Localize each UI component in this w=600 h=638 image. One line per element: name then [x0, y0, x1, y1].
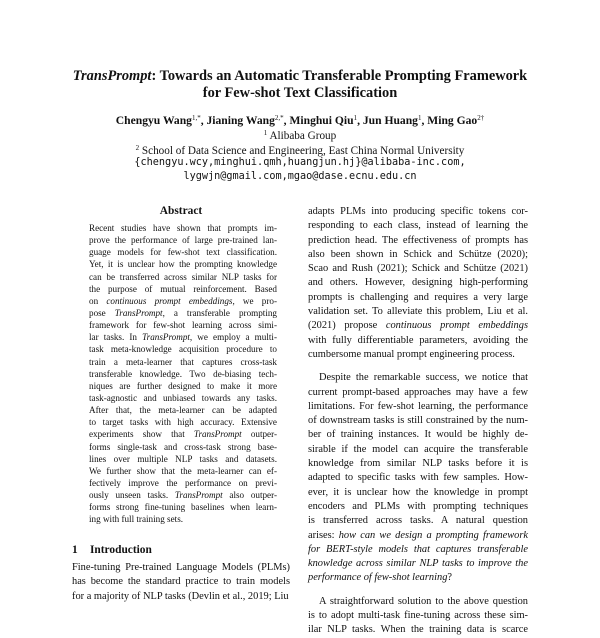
abstract-line: to target tasks with high accuracy. Extensive: [89, 417, 277, 428]
author-affiliation-marker: 1: [417, 114, 422, 122]
body-text-line: encoders and PLMs with prompting techniques: [308, 500, 528, 512]
body-text-line: responding to each class, instead of learning the: [308, 220, 528, 232]
abstract-line: transferable knowledge. Two de-biasing tech-: [89, 368, 277, 379]
abstract-line: the purpose of mutual reinforcement. Based: [89, 283, 277, 294]
body-text-line: prediction head. The effectiveness of prompts has: [308, 234, 528, 246]
title-line1-rest: : Towards an Automatic Transferable Prompting Framework: [151, 68, 528, 84]
introduction-heading: [72, 544, 152, 556]
abstract-line: We further show that the meta-learner can ef-: [89, 465, 277, 476]
abstract-line: niques are further designed to make it more: [89, 380, 277, 391]
author-name: Chengyu Wang: [115, 114, 192, 127]
abstract-line: prove the performance of large pre-trained lan-: [89, 235, 277, 246]
abstract-line: forms strong fine-tuning baselines when learn-: [89, 502, 277, 513]
body-text-line: Scao and Rush (2021); Schick and Schütze (2021): [308, 263, 528, 275]
email-line-2: lygwjn@gmail.com,mgao@dase.ecnu.edu.cn: [183, 171, 417, 182]
section-title: Introduction: [90, 544, 152, 556]
abstract-line: forms single-task and cross-task strong base-: [89, 441, 277, 452]
body-text-line: of downstream tasks is still constrained by the num-: [308, 415, 528, 427]
body-text-line: cumbersome manual prompt engineering process.: [308, 348, 515, 360]
email-line-1: {chengyu.wcy,minghui.qmh,huangjun.hj}@alibaba-inc.com,: [134, 157, 466, 168]
author-affiliation-marker: 2,*: [274, 114, 284, 122]
body-text-line: (2021) propose continuous prompt embeddings: [308, 320, 528, 332]
author-name: Minghui Qiu: [289, 114, 354, 127]
body-text-line: knowledge from similar NLP tasks before it is: [308, 458, 528, 470]
abstract-body: [89, 222, 277, 526]
abstract-line: Yet, it is unclear how the prompting knowledge: [89, 259, 277, 270]
body-text-line: Despite the remarkable success, we notice that: [319, 372, 528, 384]
title-system-name: TransPrompt: [72, 68, 152, 84]
abstract-line: pose TransPrompt, a transferable prompting: [89, 307, 277, 318]
author-affiliation-marker: 2†: [477, 114, 485, 122]
abstract-line: Recent studies have shown that prompts im-: [89, 223, 277, 233]
author-name: Jun Huang: [362, 114, 418, 127]
body-text-line: ilar NLP tasks. When the training data is scarce: [308, 624, 528, 636]
body-text-line: A straightforward solution to the above question: [319, 595, 528, 607]
abstract-line: ing with full training sets.: [89, 514, 184, 525]
body-text-line: validation set. To alleviate this problem, Liu et al.: [308, 306, 528, 318]
body-text-line: sirable if the model can acquire the transferable: [308, 443, 528, 455]
body-text-line: is to adopt multi-task fine-tuning across these sim-: [308, 610, 528, 622]
abstract-line: task meta-knowledge acquisition procedure to: [89, 344, 277, 355]
body-text-line: is transferred across tasks. A natural question: [308, 515, 528, 527]
abstract-line: experiments show that TransPrompt outper-: [89, 429, 277, 440]
body-text-line: limitations. For few-shot learning, the performance: [308, 400, 528, 412]
paper-title: [40, 68, 560, 102]
author-list: Chengyu Wang$^{1,*}$, Jianing Wang$^{2,*}$, Minghui Qiu$^1$, Jun Huang$^1$, Ming Gao$^{2\dagger}$: [115, 114, 485, 127]
author-name: Ming Gao: [427, 114, 478, 127]
body-text-line: for BERT-style models that captures transferable: [308, 543, 528, 555]
body-text-line: adapts PLMs into producing specific tokens cor-: [308, 206, 528, 217]
abstract-line: After that, the meta-learner can be adapted: [89, 405, 277, 416]
abstract-line: can be transferred across similar NLP tasks for: [89, 271, 277, 282]
body-text-line: ever, it is unclear how the knowledge in prompt: [308, 486, 528, 498]
introduction-body: [72, 561, 290, 604]
introduction-line: for a majority of NLP tasks (Devlin et al., 2019; Liu: [72, 590, 289, 602]
right-column-body: [308, 205, 528, 638]
abstract-line: ously unseen tasks. TransPrompt also outper-: [89, 490, 277, 501]
affiliation-2-marker: 2: [135, 144, 140, 152]
abstract-line: train a meta-learner that captures cross-task: [89, 356, 277, 367]
body-text-line: and others. However, designing high-performing: [308, 277, 528, 289]
body-text-line: knowledge across similar NLP tasks to improve the: [308, 558, 528, 570]
body-text-line: arises: how can we design a prompting framework: [308, 529, 528, 541]
affiliation-2-name: School of Data Science and Engineering, East China Normal University: [141, 145, 465, 157]
abstract-line: guage models for few-shot text classification.: [89, 247, 277, 258]
introduction-line: has become the standard practice to train models: [72, 576, 290, 588]
title-line2: for Few-shot Text Classification: [202, 85, 398, 101]
abstract-line: on continuous prompt embeddings, we pro-: [89, 295, 277, 306]
abstract-line: lines over multiple NLP tasks and datasets.: [89, 453, 277, 464]
body-text-line: prompts is challenging and requires a very large: [308, 291, 528, 303]
abstract-line: lar tasks. In TransPrompt, we employ a multi-: [89, 332, 277, 343]
body-text-line: ber of training instances. It would be highly de-: [308, 429, 528, 441]
body-text-line: also been shown in Schick and Schütze (2020);: [308, 248, 528, 260]
body-text-line: with fully differentiable parameters, avoiding the: [308, 334, 528, 346]
author-affiliation-marker: 1: [353, 114, 358, 122]
introduction-line: Fine-tuning Pre-trained Language Models (PLMs): [72, 562, 290, 573]
body-text-line: current prompt-based approaches may have a few: [308, 386, 528, 398]
abstract-line: fectively improve the performance on previ-: [89, 477, 277, 488]
affiliation-1-name: Alibaba Group: [269, 130, 337, 142]
author-affiliation-marker: 1,*: [191, 114, 201, 122]
abstract-heading-wrap: [72, 205, 290, 217]
body-text-line: adapted to specific tasks with few samples. How-: [308, 472, 528, 484]
affiliation-1-marker: 1: [263, 129, 268, 137]
abstract-heading: Abstract: [159, 205, 203, 217]
abstract-line: task-agnostic and unbiased towards any tasks.: [89, 392, 277, 403]
author-name: Jianing Wang: [206, 114, 275, 127]
section-number: 1: [72, 544, 78, 556]
abstract-line: framework for few-shot learning across simi-: [89, 320, 277, 331]
body-text-line: performance of few-shot learning?: [308, 572, 453, 584]
